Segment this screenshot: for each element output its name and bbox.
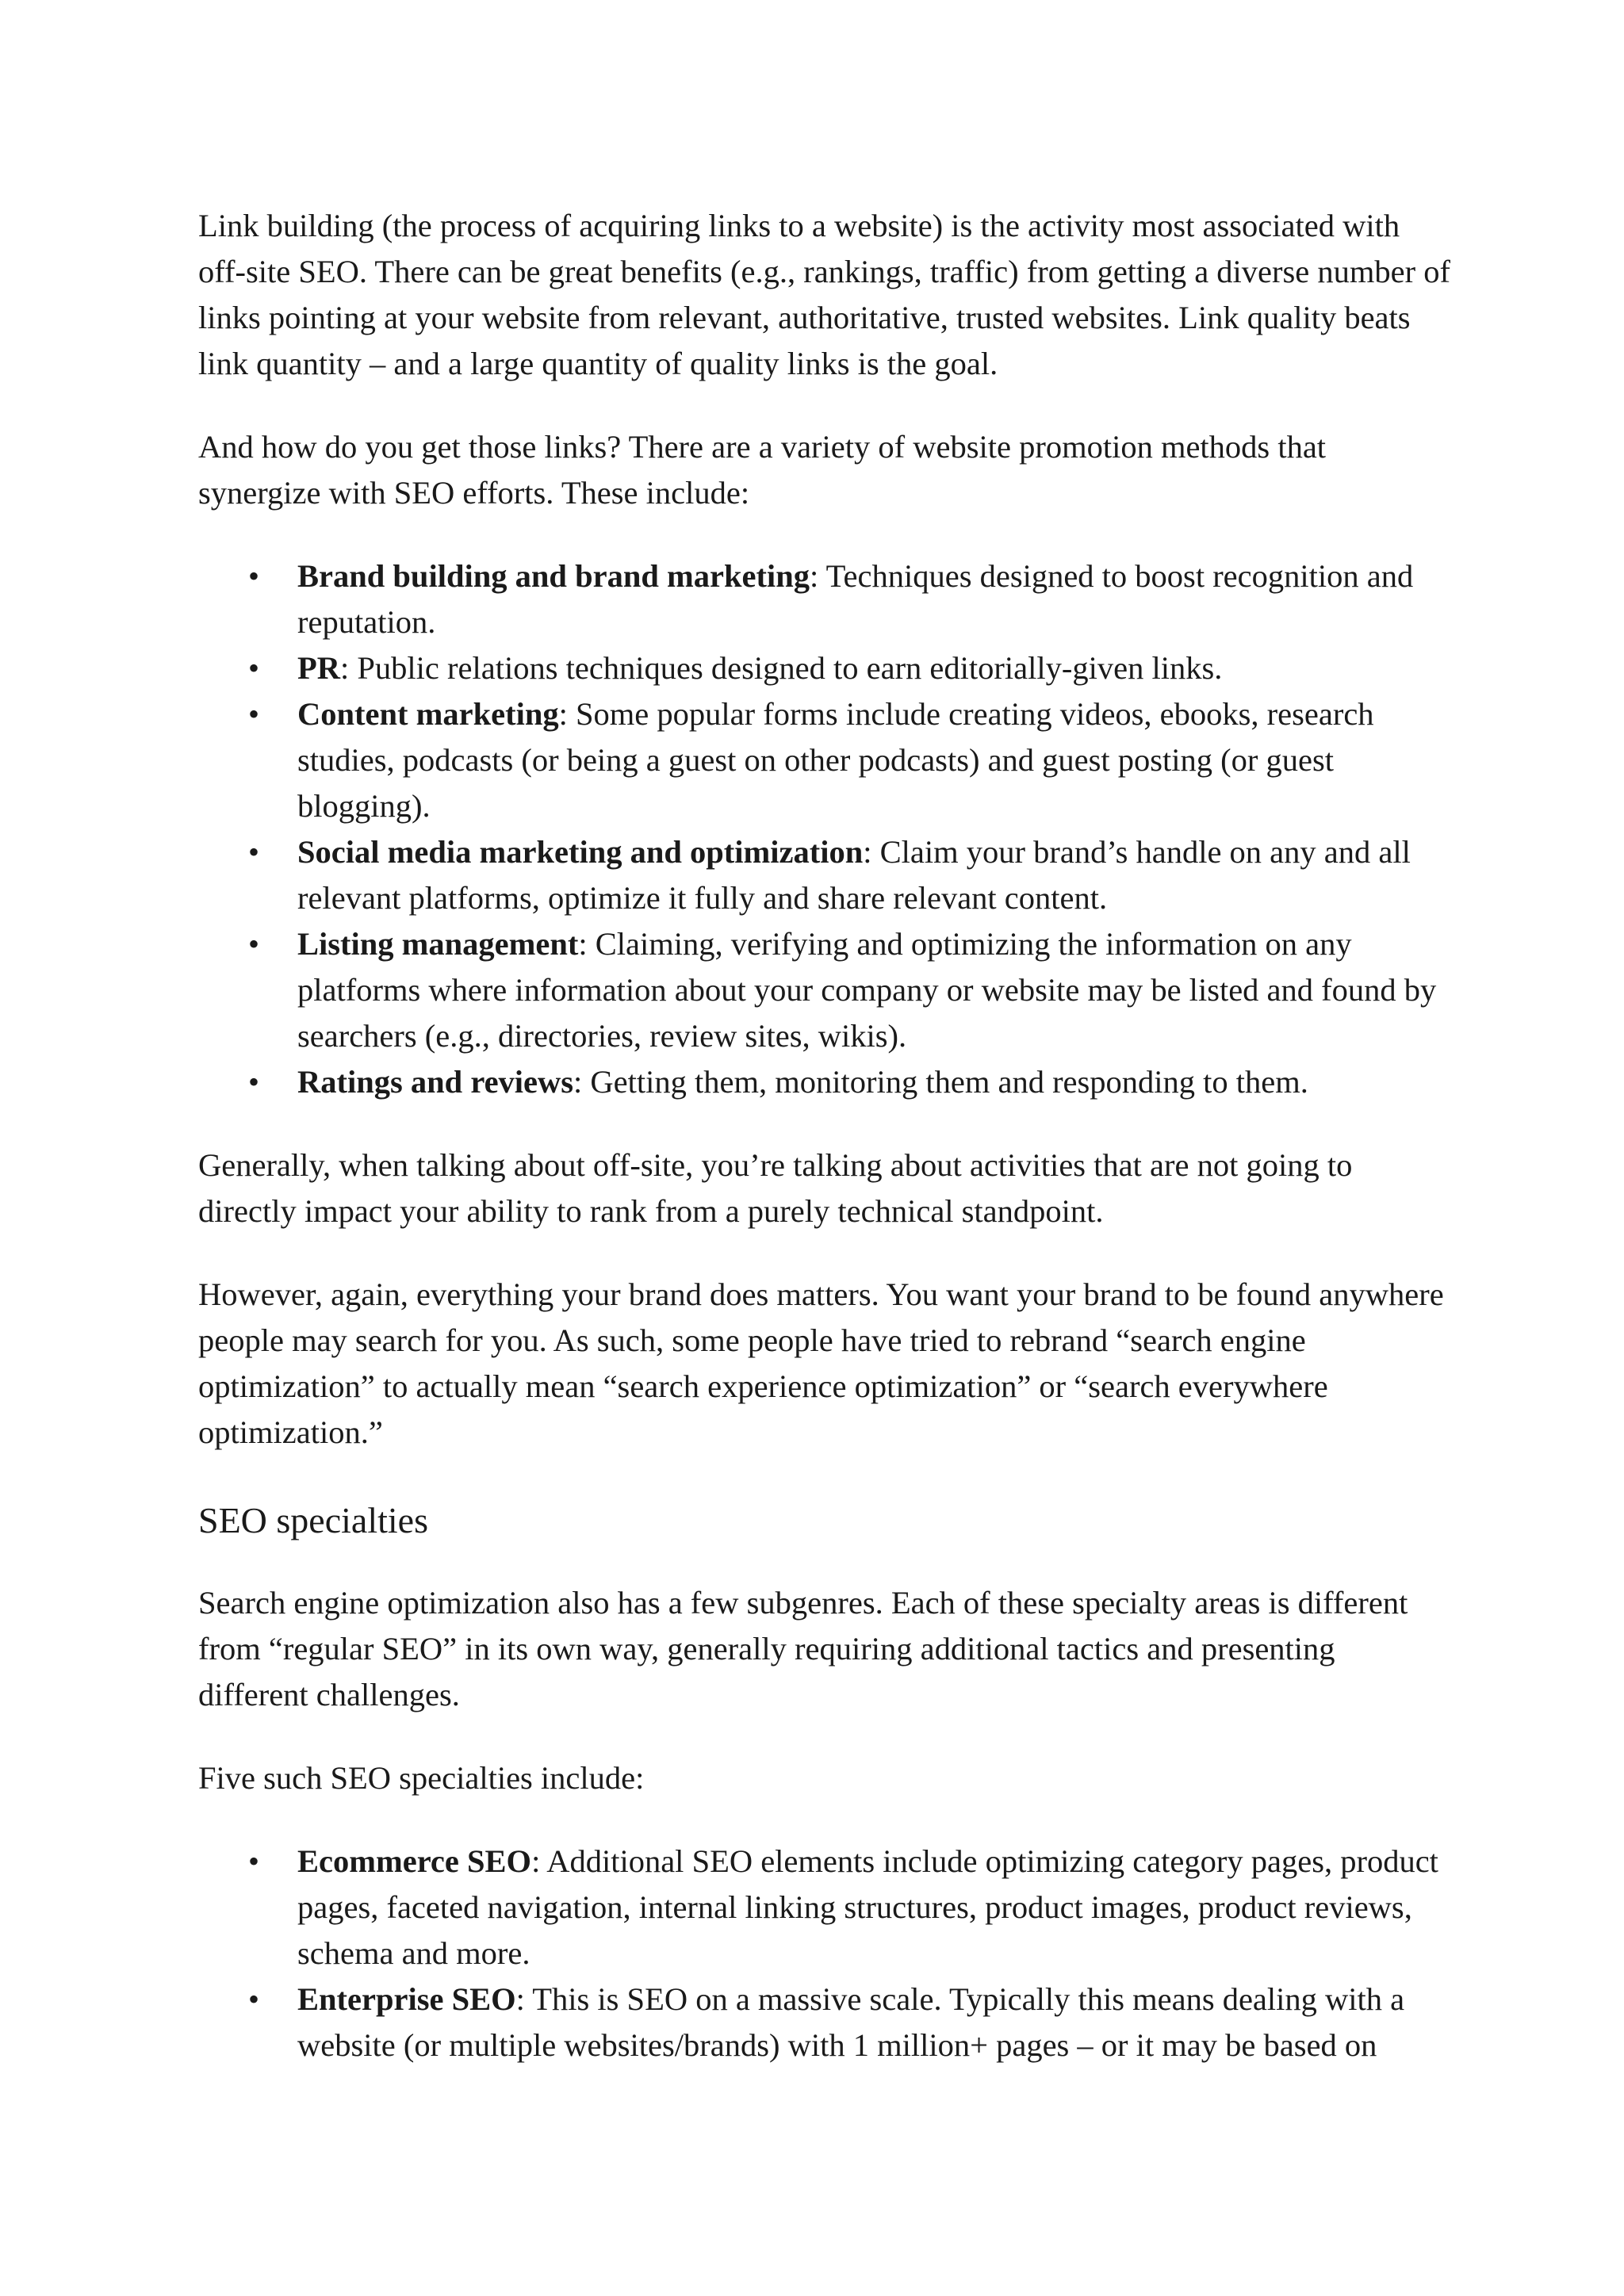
paragraph-brand-matters: However, again, everything your brand does matters. You want your brand to be found anywhere people may search for you. As such, some people have tried to rebrand “search engine optimization” to actually mean “search experience optimization” or “search everywhere optimization.” (198, 1276, 1444, 1450)
list-item-term: Listing management (297, 926, 579, 962)
list-item-term: Enterprise SEO (297, 1981, 516, 2017)
list-item (198, 1839, 1451, 1976)
paragraph-link-building: Link building (the process of acquiring links to a website) is the activity most associated with off-site SEO. There can be great benefits (e.g., rankings, traffic) from getting a diverse number of links pointing at your website from relevant, authoritative, trusted websites. Link quality beats link quantity – and a large quantity of quality links is the goal. (198, 208, 1450, 381)
list-item-desc: : Techniques designed to boost recognition and reputation. (297, 558, 1414, 640)
list-item-term: Ratings and reviews (297, 1064, 574, 1100)
document-page (198, 203, 1451, 2106)
promotion-methods-list (198, 553, 1451, 1105)
list-item-term: Brand building and brand marketing (297, 558, 810, 594)
paragraph-subgenres: Search engine optimization also has a few subgenres. Each of these specialty areas is different from “regular SEO” in its own way, generally requiring additional tactics and presenting different challenges. (198, 1585, 1408, 1712)
list-item (198, 553, 1451, 645)
list-item-term: PR (297, 650, 340, 686)
paragraph-how-to-get-links: And how do you get those links? There are a variety of website promotion methods that synergize with SEO efforts. These include: (198, 429, 1327, 511)
list-item (198, 1059, 1451, 1105)
paragraph-off-site-generally: Generally, when talking about off-site, you’re talking about activities that are not going to directly impact your ability to rank from a purely technical standpoint. (198, 1147, 1353, 1229)
list-item-desc: : Claim your brand’s handle on any and all relevant platforms, optimize it fully and share relevant content. (297, 834, 1411, 916)
list-item (198, 645, 1451, 691)
list-item-desc: : Some popular forms include creating videos, ebooks, research studies, podcasts (or being a guest on other podcasts) and guest posting (or guest blogging). (297, 696, 1374, 824)
list-item-desc: : Additional SEO elements include optimizing category pages, product pages, faceted navigation, internal linking structures, product images, product reviews, schema and more. (297, 1843, 1438, 1971)
list-item-desc: : Claiming, verifying and optimizing the information on any platforms where information about your company or website may be listed and found by searchers (e.g., directories, review sites, wikis). (297, 926, 1437, 1054)
list-item (198, 829, 1451, 921)
paragraph-five-specialties: Five such SEO specialties include: (198, 1760, 645, 1796)
list-item-term: Content marketing (297, 696, 559, 732)
list-item-term: Social media marketing and optimization (297, 834, 864, 870)
section-heading: SEO specialties (198, 1500, 428, 1540)
list-item-desc: : This is SEO on a massive scale. Typically this means dealing with a website (or multiple websites/brands) with 1 million+ pages – or it may be based on (297, 1981, 1405, 2063)
list-item-desc: : Public relations techniques designed to earn editorially-given links. (340, 650, 1223, 686)
list-item-term: Ecommerce SEO (297, 1843, 532, 1879)
list-item (198, 921, 1451, 1059)
list-item (198, 691, 1451, 829)
list-item-desc: : Getting them, monitoring them and responding to them. (573, 1064, 1308, 1100)
list-item (198, 1976, 1451, 2068)
specialties-list (198, 1839, 1451, 2068)
